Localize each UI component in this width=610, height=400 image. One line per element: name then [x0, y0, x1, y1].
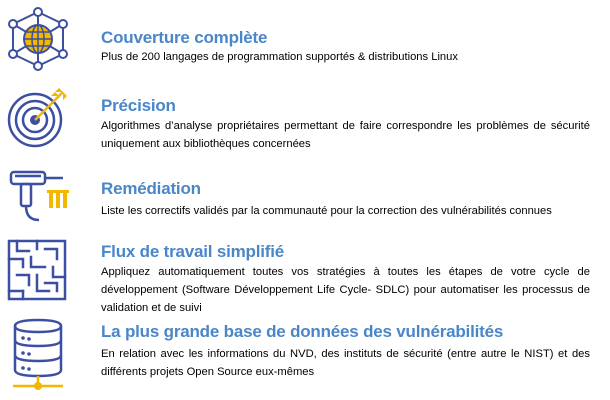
feature-description: Appliquez automatiquement toutes vos stratégies à toutes les étapes de votre cycle de développement (Software Développement Life Cycle- SDLC) pour automatiser les processus de validation et de suivi	[101, 266, 590, 314]
feature-title: Flux de travail simplifié	[101, 242, 285, 261]
feature-description: Liste les correctifs validés par la communauté pour la correction des vulnérabilités connues	[101, 205, 552, 217]
target-icon	[5, 84, 75, 150]
feature-title: Remédiation	[101, 179, 201, 198]
network-globe-icon	[5, 6, 75, 72]
feature-description: En relation avec les informations du NVD, des instituts de sécurité (entre autre le NIST) et des différents projets Open Source eux-mêmes	[101, 348, 590, 378]
feature-title: Précision	[101, 96, 176, 115]
maze-icon	[5, 237, 75, 307]
feature-database	[0, 315, 610, 400]
feature-title: La plus grande base de données des vulnérabilités	[101, 322, 504, 341]
database-icon	[5, 318, 75, 393]
feature-remediation	[0, 160, 610, 235]
feature-title: Couverture complète	[101, 28, 268, 47]
feature-precision	[0, 80, 610, 160]
feature-coverage	[0, 0, 610, 80]
feature-description: Algorithmes d’analyse propriétaires permettant de faire correspondre les problèmes de sécurité uniquement aux bibliothèques concernées	[101, 120, 590, 150]
feature-description: Plus de 200 langages de programmation supportés & distributions Linux	[101, 51, 458, 63]
screwdriver-icon	[5, 166, 75, 226]
feature-workflow	[0, 235, 610, 320]
